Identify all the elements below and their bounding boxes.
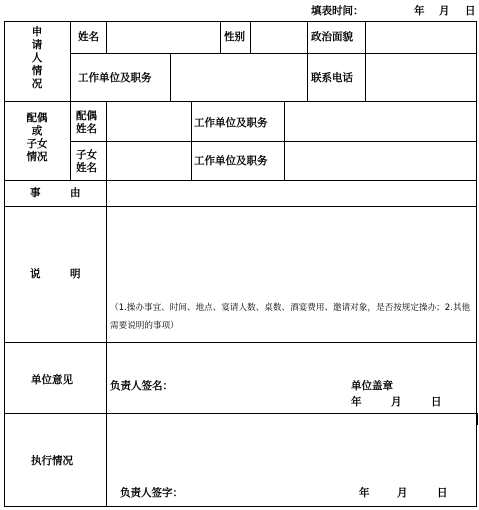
description-label-left: 说	[30, 268, 41, 280]
grid-h-family-end	[4, 180, 477, 181]
reason-label-left: 事	[30, 187, 41, 199]
family-section-label: 配偶 或 子女 情况	[26, 112, 48, 163]
grid-v-gender-value	[250, 21, 251, 54]
grid-h-description-end	[4, 342, 477, 343]
execution-day-label: 日	[437, 487, 448, 499]
grid-h-reason-end	[4, 206, 477, 207]
applicant-work-label: 工作单位及职务	[78, 72, 152, 84]
applicant-gender-label: 性别	[224, 31, 245, 43]
grid-v-main-label	[106, 180, 107, 507]
grid-v-applicant-label	[70, 21, 71, 102]
description-note: （1.操办事宜、时间、地点、宴请人数、桌数、酒宴费用、邀请对象，是否按规定操办；2.其他需要说明的事项）	[110, 303, 471, 331]
unit-year-label: 年	[351, 396, 362, 408]
spouse-work-label: 工作单位及职务	[194, 117, 268, 129]
header-year-label: 年	[414, 5, 425, 17]
applicant-name-label: 姓名	[78, 31, 99, 43]
grid-h-applicant-end	[4, 101, 477, 102]
grid-v-political-value	[365, 21, 366, 102]
applicant-section-label: 申 请 人 情 况	[31, 26, 43, 90]
applicant-phone-label: 联系电话	[311, 72, 353, 84]
unit-seal-label: 单位盖章	[351, 380, 393, 392]
header-month-label: 月	[439, 5, 450, 17]
fill-time-label: 填表时间：	[311, 5, 364, 17]
child-name-label: 子女 姓名	[76, 149, 97, 174]
grid-h-applicant-row1	[70, 53, 477, 54]
reason-label-right: 由	[70, 187, 81, 199]
applicant-political-label: 政治面貌	[311, 31, 353, 43]
grid-v-name-value	[106, 21, 107, 54]
execution-label: 执行情况	[31, 455, 73, 467]
table-top-border	[4, 21, 477, 22]
execution-year-label: 年	[359, 487, 370, 499]
unit-month-label: 月	[391, 396, 402, 408]
unit-opinion-label: 单位意见	[31, 374, 73, 386]
unit-signer-label: 负责人签名：	[110, 380, 173, 392]
grid-h-family-row1	[70, 141, 477, 142]
execution-signer-label: 负责人签字：	[120, 487, 183, 499]
table-bottom-border	[4, 506, 477, 507]
table-left-border	[4, 21, 5, 507]
grid-v-work-value	[170, 53, 171, 102]
table-right-border	[476, 21, 477, 507]
unit-day-label: 日	[431, 396, 442, 408]
execution-month-label: 月	[397, 487, 408, 499]
child-work-label: 工作单位及职务	[194, 155, 268, 167]
header-day-label: 日	[465, 5, 476, 17]
table-right-edge-mark	[476, 413, 478, 425]
grid-h-opinion-end	[4, 413, 477, 414]
spouse-name-label: 配偶 姓名	[76, 110, 97, 135]
grid-v-gender-label	[220, 21, 221, 54]
grid-v-political-label	[307, 21, 308, 102]
description-label-right: 明	[70, 268, 81, 280]
